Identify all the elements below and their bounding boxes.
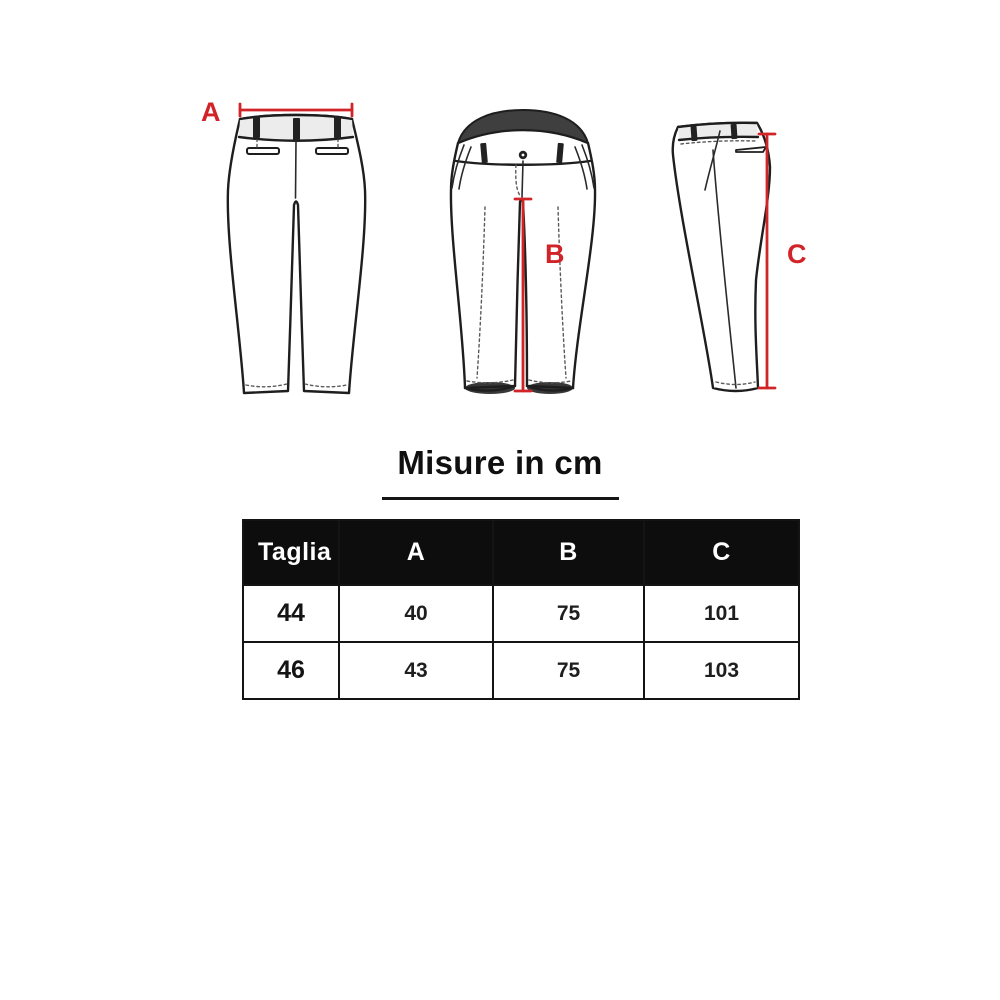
- measure-line-c: [759, 134, 775, 388]
- pants-back-view-icon: [195, 95, 380, 410]
- measure-label-b: B: [545, 239, 565, 269]
- title-underline: [382, 497, 619, 500]
- header-cell-c: C: [644, 520, 799, 585]
- size-table-header-row: [243, 520, 799, 585]
- cell-size: 44: [243, 585, 339, 642]
- size-table: [242, 519, 800, 700]
- cell-measure-c: 103: [644, 642, 799, 699]
- figure-pants-back-view: [195, 95, 380, 410]
- header-cell-a: A: [339, 520, 493, 585]
- cell-measure-b: 75: [493, 585, 644, 642]
- figure-pants-front-view: [445, 95, 630, 410]
- cell-size: 46: [243, 642, 339, 699]
- pants-front-view-icon: [445, 95, 630, 410]
- cell-measure-c: 101: [644, 585, 799, 642]
- measure-label-a: A: [201, 97, 221, 127]
- title-block: [0, 444, 1000, 500]
- page-title: Misure in cm: [397, 444, 603, 481]
- measure-label-c: C: [787, 239, 807, 269]
- header-cell-taglia: Taglia: [243, 520, 339, 585]
- cell-measure-a: 43: [339, 642, 493, 699]
- table-row-size-46: [243, 642, 799, 699]
- header-cell-b: B: [493, 520, 644, 585]
- cell-measure-a: 40: [339, 585, 493, 642]
- table-row-size-44: [243, 585, 799, 642]
- cell-measure-b: 75: [493, 642, 644, 699]
